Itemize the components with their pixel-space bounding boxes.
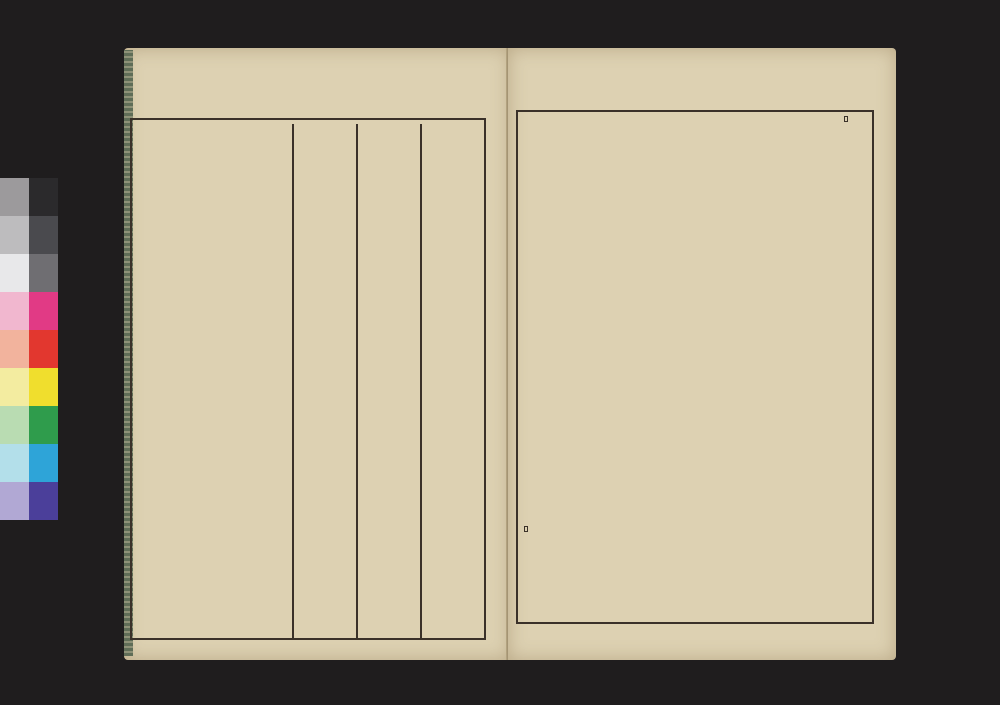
advertisement-frame: [130, 118, 486, 640]
continued-label: [524, 526, 528, 532]
column-divider: [292, 124, 294, 638]
column-divider: [356, 124, 358, 638]
section-label: [844, 116, 848, 122]
column-divider: [420, 124, 422, 638]
text-frame: [516, 110, 874, 624]
color-calibration-strip: [0, 178, 58, 524]
